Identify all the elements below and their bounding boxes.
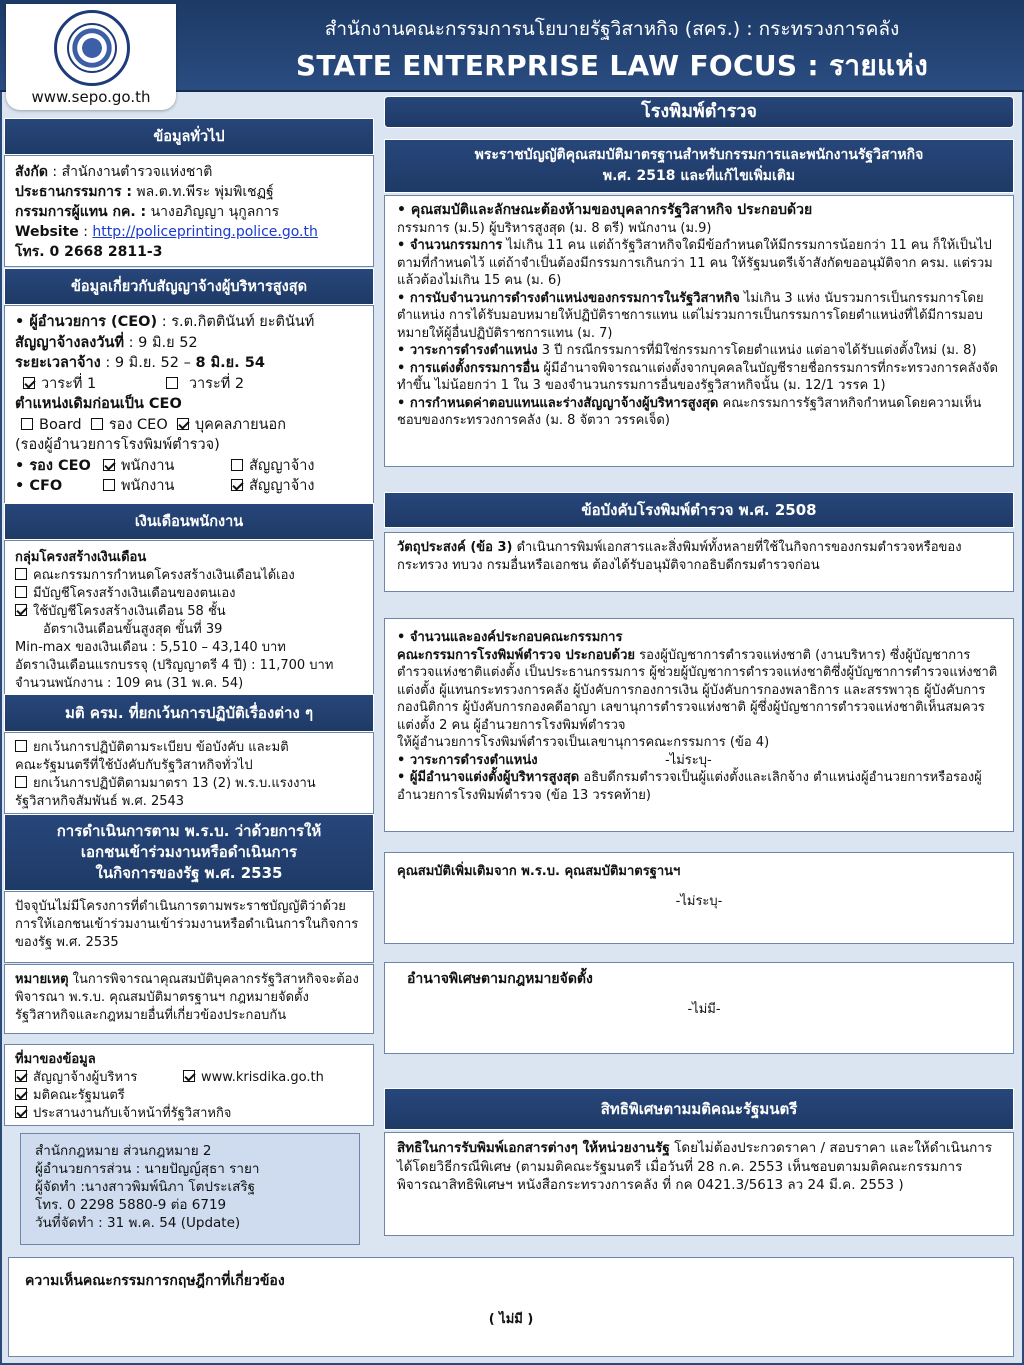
salary-entry: อัตราเงินเดือนแรกบรรจุ (ปริญญาตรี 4 ปี) : 11,700 บาท [15,658,334,673]
note-label: หมายเหตุ [15,972,69,987]
act-p6-head: • การกำหนดค่าตอบแทนและร่างสัญญาจ้างผู้บริหารสูงสุด [397,395,719,411]
privilege-title: สิทธิพิเศษตามมติคณะรัฐมนตรี [384,1088,1014,1130]
act-title [384,139,1014,193]
board-p2-body: รองผู้บัญชาการตำรวจแห่งชาติ (งานบริหาร) ซึ่งผู้บัญชาการตำรวจแห่งชาติแต่งตั้ง เป็นประธานกรรมการ ผู้ช่วยผู้บัญชาการตำรวจแห่งชาติซึ่งผู้บัญชาการตำรวจแห่งชาติแต่งตั้ง ผู้แทนกระทรวงการคลัง ผู้บังคับการกองการเงิน ผู้บังคับการกองพลาธิการ และสรรพาวุธ ผู้บังคับการกองนิติการ ผู้บังคับการกองคดีอาญา เลขานุการตำรวจแห่งชาติ ผู้ซึ่งผู้บัญชาการตำรวจแห่งชาติเห็นสมควรแต่งตั้ง 2 คน ผู้อำนวยการโรงพิมพ์ตำรวจ [397,647,998,733]
deputy-contract-checkbox [231,459,243,471]
contact-date: วันที่จัดทำ : 31 พ.ค. 54 (Update) [35,1215,241,1231]
mof-rep-value: นางอภิญญา นุกูลการ [146,204,280,220]
act-p4-body: 3 ปี กรณีกรรมการที่มิใช่กรรมการโดยตำแหน่ง แต่อาจได้รับแต่งตั้งใหม่ (ม. 8) [537,343,977,358]
affiliation-value: : สำนักงานตำรวจแห่งชาติ [47,164,213,180]
extra-qual-title: คุณสมบัติเพิ่มเติมจาก พ.ร.บ. คุณสมบัติมาตรฐานฯ [397,864,681,879]
special-power-title: อำนาจพิเศษตามกฎหมายจัดตั้ง [407,971,593,987]
ppp-title-3: ในกิจการของรัฐ พ.ศ. 2535 [95,864,283,882]
deputy-contract-label: สัญญาจ้าง [249,457,315,474]
board-body [384,618,1014,832]
regulation-title: ข้อบังคับโรงพิมพ์ตำรวจ พ.ศ. 2508 [384,492,1014,528]
act-body [384,195,1014,467]
salary-section [4,503,374,698]
deputy-label: • รอง CEO [15,457,91,474]
regulation-obj-body: ดำเนินการพิมพ์เอกสารและสิ่งพิมพ์ทั้งหลายที่ใช้ในกิจการของกรมตำรวจหรือของกระทรวง ทบวง กรมอื่นหรือเอกชน ต้องได้รับอนุมัติจากอธิบดีกรมตำรวจก่อน [397,540,962,573]
act-p3-body: ไม่เกิน 3 แห่ง นับรวมการเป็นกรรมการโดยตำแหน่ง การได้รับมอบหมายให้ปฏิบัติราชการแทน แต่ไม่รวมการเป็นกรรมการโดยตำแหน่งที่ได้มีการมอบหมายให้ผู้อื่นปฏิบัติราชการแทน (ม. 7) [397,290,984,341]
special-power-value: -ไม่มี- [687,1001,721,1017]
ceo-contract-section [4,268,374,505]
exempt1-line1: ยกเว้นการปฏิบัติตามระเบียบ ข้อบังคับ และมติ [33,740,289,755]
source2-checkbox [183,1070,195,1082]
extra-qual-value: -ไม่ระบุ- [675,893,723,909]
board-label: Board [39,416,82,433]
period-label: ระยะเวลาจ้าง [15,355,101,371]
term1-label: วาระที่ 1 [41,375,97,392]
council-title: ความเห็นคณะกรรมการกฤษฎีกาที่เกี่ยวข้อง [25,1273,285,1289]
contact-phone: โทร. 0 2298 5880-9 ต่อ 6719 [35,1197,227,1213]
affiliation-label: สังกัด [15,164,48,180]
website-label: Website [15,224,79,240]
council-value: ( ไม่มี ) [488,1312,534,1327]
salary-opt1-checkbox [15,568,27,580]
salary-opt3-checkbox [15,604,27,616]
act-p1-head: • คุณสมบัติและลักษณะต้องห้ามของบุคลากรรัฐวิสาหกิจ ประกอบด้วย [397,202,813,218]
logo-box [6,4,176,110]
ppp-title-2: เอกชนเข้าร่วมงานหรือดำเนินการ [80,843,298,861]
act-p6-body: คณะกรรมการรัฐวิสาหกิจกำหนดโดยความเห็นชอบของกระทรวงการคลัง (ม. 8 จัตวา วรรคเจ็ด) [397,395,982,428]
act-p2-head: • จำนวนกรรมการ [397,238,503,253]
term1-checkbox [23,377,35,389]
general-title: ข้อมูลทั่วไป [4,118,374,155]
sources-section [4,1044,374,1126]
cfo-employee-checkbox [103,479,115,491]
deputy-ceo-checkbox [91,418,103,430]
period-value: : 9 มิ.ย. 52 – [100,355,196,371]
council-box [8,1257,1014,1357]
mof-rep-label: กรรมการผู้แทน กค. : [15,204,147,220]
extra-qual-box [384,852,1014,944]
chairman-label: ประธานกรรมการ : [15,184,132,200]
cabinet-exempt-title: มติ ครม. ที่ยกเว้นการปฏิบัติเรื่องต่าง ๆ [4,694,374,732]
source4: ประสานงานกับเจ้าหน้าที่รัฐวิสาหกิจ [33,1106,232,1121]
act-title-2: พ.ศ. 2518 และที่แก้ไขเพิ่มเติม [602,168,796,184]
note-body: ในการพิจารณาคุณสมบัติบุคลากรรัฐวิสาหกิจจะต้องพิจารณา พ.ร.บ. คุณสมบัติมาตรฐานฯ กฎหมายจัดตั้งรัฐวิสาหกิจและกฎหมายอื่นที่เกี่ยวข้องประกอบกัน [15,972,359,1023]
prev-position-label: ตำแหน่งเดิมก่อนเป็น CEO [15,396,182,412]
source1: สัญญาจ้างผู้บริหาร [33,1070,138,1085]
board-p4-head: • วาระการดำรงตำแหน่ง [397,752,538,768]
special-power-box [384,962,1014,1054]
source3-checkbox [15,1088,27,1100]
ceo-value: : ร.ต.กิตตินันท์ ยะตินันท์ [157,314,315,330]
board-p5-body: อธิบดีกรมตำรวจเป็นผู้แต่งตั้งและเลิกจ้าง ตำแหน่งผู้อำนวยการหรือรองผู้อำนวยการโรงพิมพ์ตำรวจ (ข้อ 13 วรรคท้าย) [397,770,982,803]
note-section [4,964,374,1034]
header-agency-title: สำนักงานคณะกรรมการนโยบายรัฐวิสาหกิจ (สคร.) : กระทรวงการคลัง [324,18,900,40]
general-section [4,118,374,267]
outsider-label: บุคคลภายนอก [194,416,287,433]
cfo-contract-label: สัญญาจ้าง [249,478,315,494]
enterprise-name-banner [384,96,1014,128]
source3: มติคณะรัฐมนตรี [33,1088,125,1103]
enterprise-name: โรงพิมพ์ตำรวจ [641,101,757,122]
privilege-text: โดยไม่ต้องประกวดราคา / สอบราคา และให้ดำเนินการได้โดยวิธีกรณีพิเศษ (ตามมติคณะรัฐมนตรี เมื่อวันที่ 28 ก.ค. 2553 เห็นชอบตามมติคณะกรรมการพิจารณาสิทธิพิเศษฯ หนังสือกระทรวงการคลัง ที่ กค 0421.3/5613 ลว 24 มี.ค. 2553 ) [397,1140,993,1193]
act-p5-head: • การแต่งตั้งกรรมการอื่น [397,360,540,376]
term2-label: วาระที่ 2 [188,375,245,392]
ppp-title-1: การดำเนินการตาม พ.ร.บ. ว่าด้วยการให้ [56,822,322,840]
exempt2-checkbox [15,776,27,788]
contact-division: สำนักกฎหมาย ส่วนกฎหมาย 2 [35,1143,212,1159]
exempt1-line2: คณะรัฐมนตรีที่ใช้บังคับกับรัฐวิสาหกิจทั่วไป [15,758,253,773]
board-p3: ให้ผู้อำนวยการโรงพิมพ์ตำรวจเป็นเลขานุการคณะกรรมการ (ข้อ 4) [397,735,770,750]
board-p1-head: • จำนวนและองค์ประกอบคณะกรรมการ [397,630,623,645]
deputy-employee-label: พนักงาน [121,457,175,474]
salary-group-label: กลุ่มโครงสร้างเงินเดือน [15,550,147,565]
sources-label: ที่มาของข้อมูล [15,1052,96,1067]
salary-opt3: ใช้บัญชีโครงสร้างเงินเดือน 58 ชั้น [33,604,226,619]
chairman-value: พล.ต.ท.พีระ พุ่มพิเชฏฐ์ [131,184,274,200]
period-end: 8 มิ.ย. 54 [195,355,265,371]
act-title-1: พระราชบัญญัติคุณสมบัติมาตรฐานสำหรับกรรมการและพนักงานรัฐวิสาหกิจ [474,147,924,163]
salary-opt2-checkbox [15,586,27,598]
privilege-body [384,1132,1014,1236]
regulation-obj-head: วัตถุประสงค์ (ข้อ 3) [397,540,513,555]
sign-date-label: สัญญาจ้างลงวันที่ [15,334,124,351]
board-p5-head: • ผู้มีอำนาจแต่งตั้งผู้บริหารสูงสุด [397,770,580,785]
ceo-label: • ผู้อำนวยการ (CEO) [15,314,158,330]
act-p4-head: • วาระการดำรงตำแหน่ง [397,343,538,358]
salary-opt1: คณะกรรมการกำหนดโครงสร้างเงินเดือนได้เอง [33,568,295,583]
deputy-ceo-label: รอง CEO [108,416,168,433]
board-checkbox [21,418,33,430]
regulation-body [384,532,1014,592]
act-p1-body: กรรมการ (ม.5) ผู้บริหารสูงสุด (ม. 8 ตรี) พนักงาน (ม.9) [397,220,712,236]
phone: โทร. 0 2668 2811-3 [15,244,163,260]
header-main-title: STATE ENTERPRISE LAW FOCUS : รายแห่ง [295,49,929,82]
salary-minmax: Min-max ของเงินเดือน : 5,510 – 43,140 บาท [15,640,286,655]
term2-checkbox [166,377,178,389]
deputy-employee-checkbox [103,459,115,471]
contact-author: ผู้จัดทำ :นางสาวพิมพ์นิภา โตประเสริฐ [35,1179,256,1195]
exempt1-checkbox [15,740,27,752]
act-p3-head: • การนับจำนวนการดำรงตำแหน่งของกรรมการในรัฐวิสาหกิจ [397,290,740,306]
source4-checkbox [15,1106,27,1118]
ppp-body: ปัจจุบันไม่มีโครงการที่ดำเนินการตามพระราชบัญญัติว่าด้วยการให้เอกชนเข้าร่วมงานเข้าร่วมงานหรือดำเนินการในกิจการของรัฐ พ.ศ. 2535 [4,891,374,963]
cfo-employee-label: พนักงาน [121,478,175,494]
salary-opt3-note: อัตราเงินเดือนขั้นสูงสุด ขั้นที่ 39 [43,622,223,637]
ceo-contract-title: ข้อมูลเกี่ยวกับสัญญาจ้างผู้บริหารสูงสุด [4,268,374,305]
act-p5-body: ผู้มีอำนาจพิจารณาแต่งตั้งจากบุคคลในบัญชีรายชื่อกรรมการที่กระทรวงการคลังจัดทำขึ้น ไม่น้อยกว่า 1 ใน 3 ของจำนวนกรรมการอื่นของรัฐวิสาหกิจนั้น (ม. 12/1 วรรค 1) [397,360,998,393]
sign-date-value: : 9 มิ.ย 52 [124,334,198,351]
board-p4-body: -ไม่ระบุ- [665,752,712,768]
exempt2-line2: รัฐวิสาหกิจสัมพันธ์ พ.ศ. 2543 [15,794,185,809]
salary-opt2: มีบัญชีโครงสร้างเงินเดือนของตนเอง [33,586,236,601]
contact-director: ผู้อำนวยการส่วน : นายปัญญ์สุธา รายา [35,1161,260,1177]
prev-position-note: (รองผู้อำนวยการโรงพิมพ์ตำรวจ) [15,437,220,453]
board-p2-head: คณะกรรมการโรงพิมพ์ตำรวจ ประกอบด้วย [397,647,635,663]
source2: www.krisdika.go.th [201,1070,324,1085]
exempt2-line1: ยกเว้นการปฏิบัติตามมาตรา 13 (2) พ.ร.บ.แรงงาน [33,776,316,791]
website-separator: : [78,224,93,240]
outsider-checkbox [177,418,189,430]
sepo-seal-icon [54,10,130,86]
cabinet-exempt-section [4,694,374,814]
cfo-label: • CFO [15,478,63,494]
salary-title: เงินเดือนพนักงาน [4,503,374,540]
staff-count: จำนวนพนักงาน : 109 คน (31 พ.ค. 54) [15,676,244,691]
privilege-head: สิทธิในการรับพิมพ์เอกสารต่างๆ ให้หน่วยงานรัฐ [397,1140,670,1156]
enterprise-website-link[interactable]: http://policeprinting.police.go.th [92,224,318,240]
contact-box [20,1133,360,1245]
header-website[interactable]: www.sepo.go.th [31,88,151,106]
cfo-contract-checkbox [231,479,243,491]
ppp-section [4,814,374,963]
act-p2-body: ไม่เกิน 11 คน แต่ถ้ารัฐวิสาหกิจใดมีข้อกำหนดให้มีกรรมการน้อยกว่า 11 คน ก็ให้เป็นไปตามที่กำหนดไว้ แต่ถ้าจำเป็นต้องมีกรรมการเกินกว่า 11 คน ให้รัฐมนตรีเจ้าสังกัดขออนุมัติจาก ครม. แต่รวมแล้วต้องไม่เกิน 15 คน (ม. 6) [397,238,993,288]
source1-checkbox [15,1070,27,1082]
